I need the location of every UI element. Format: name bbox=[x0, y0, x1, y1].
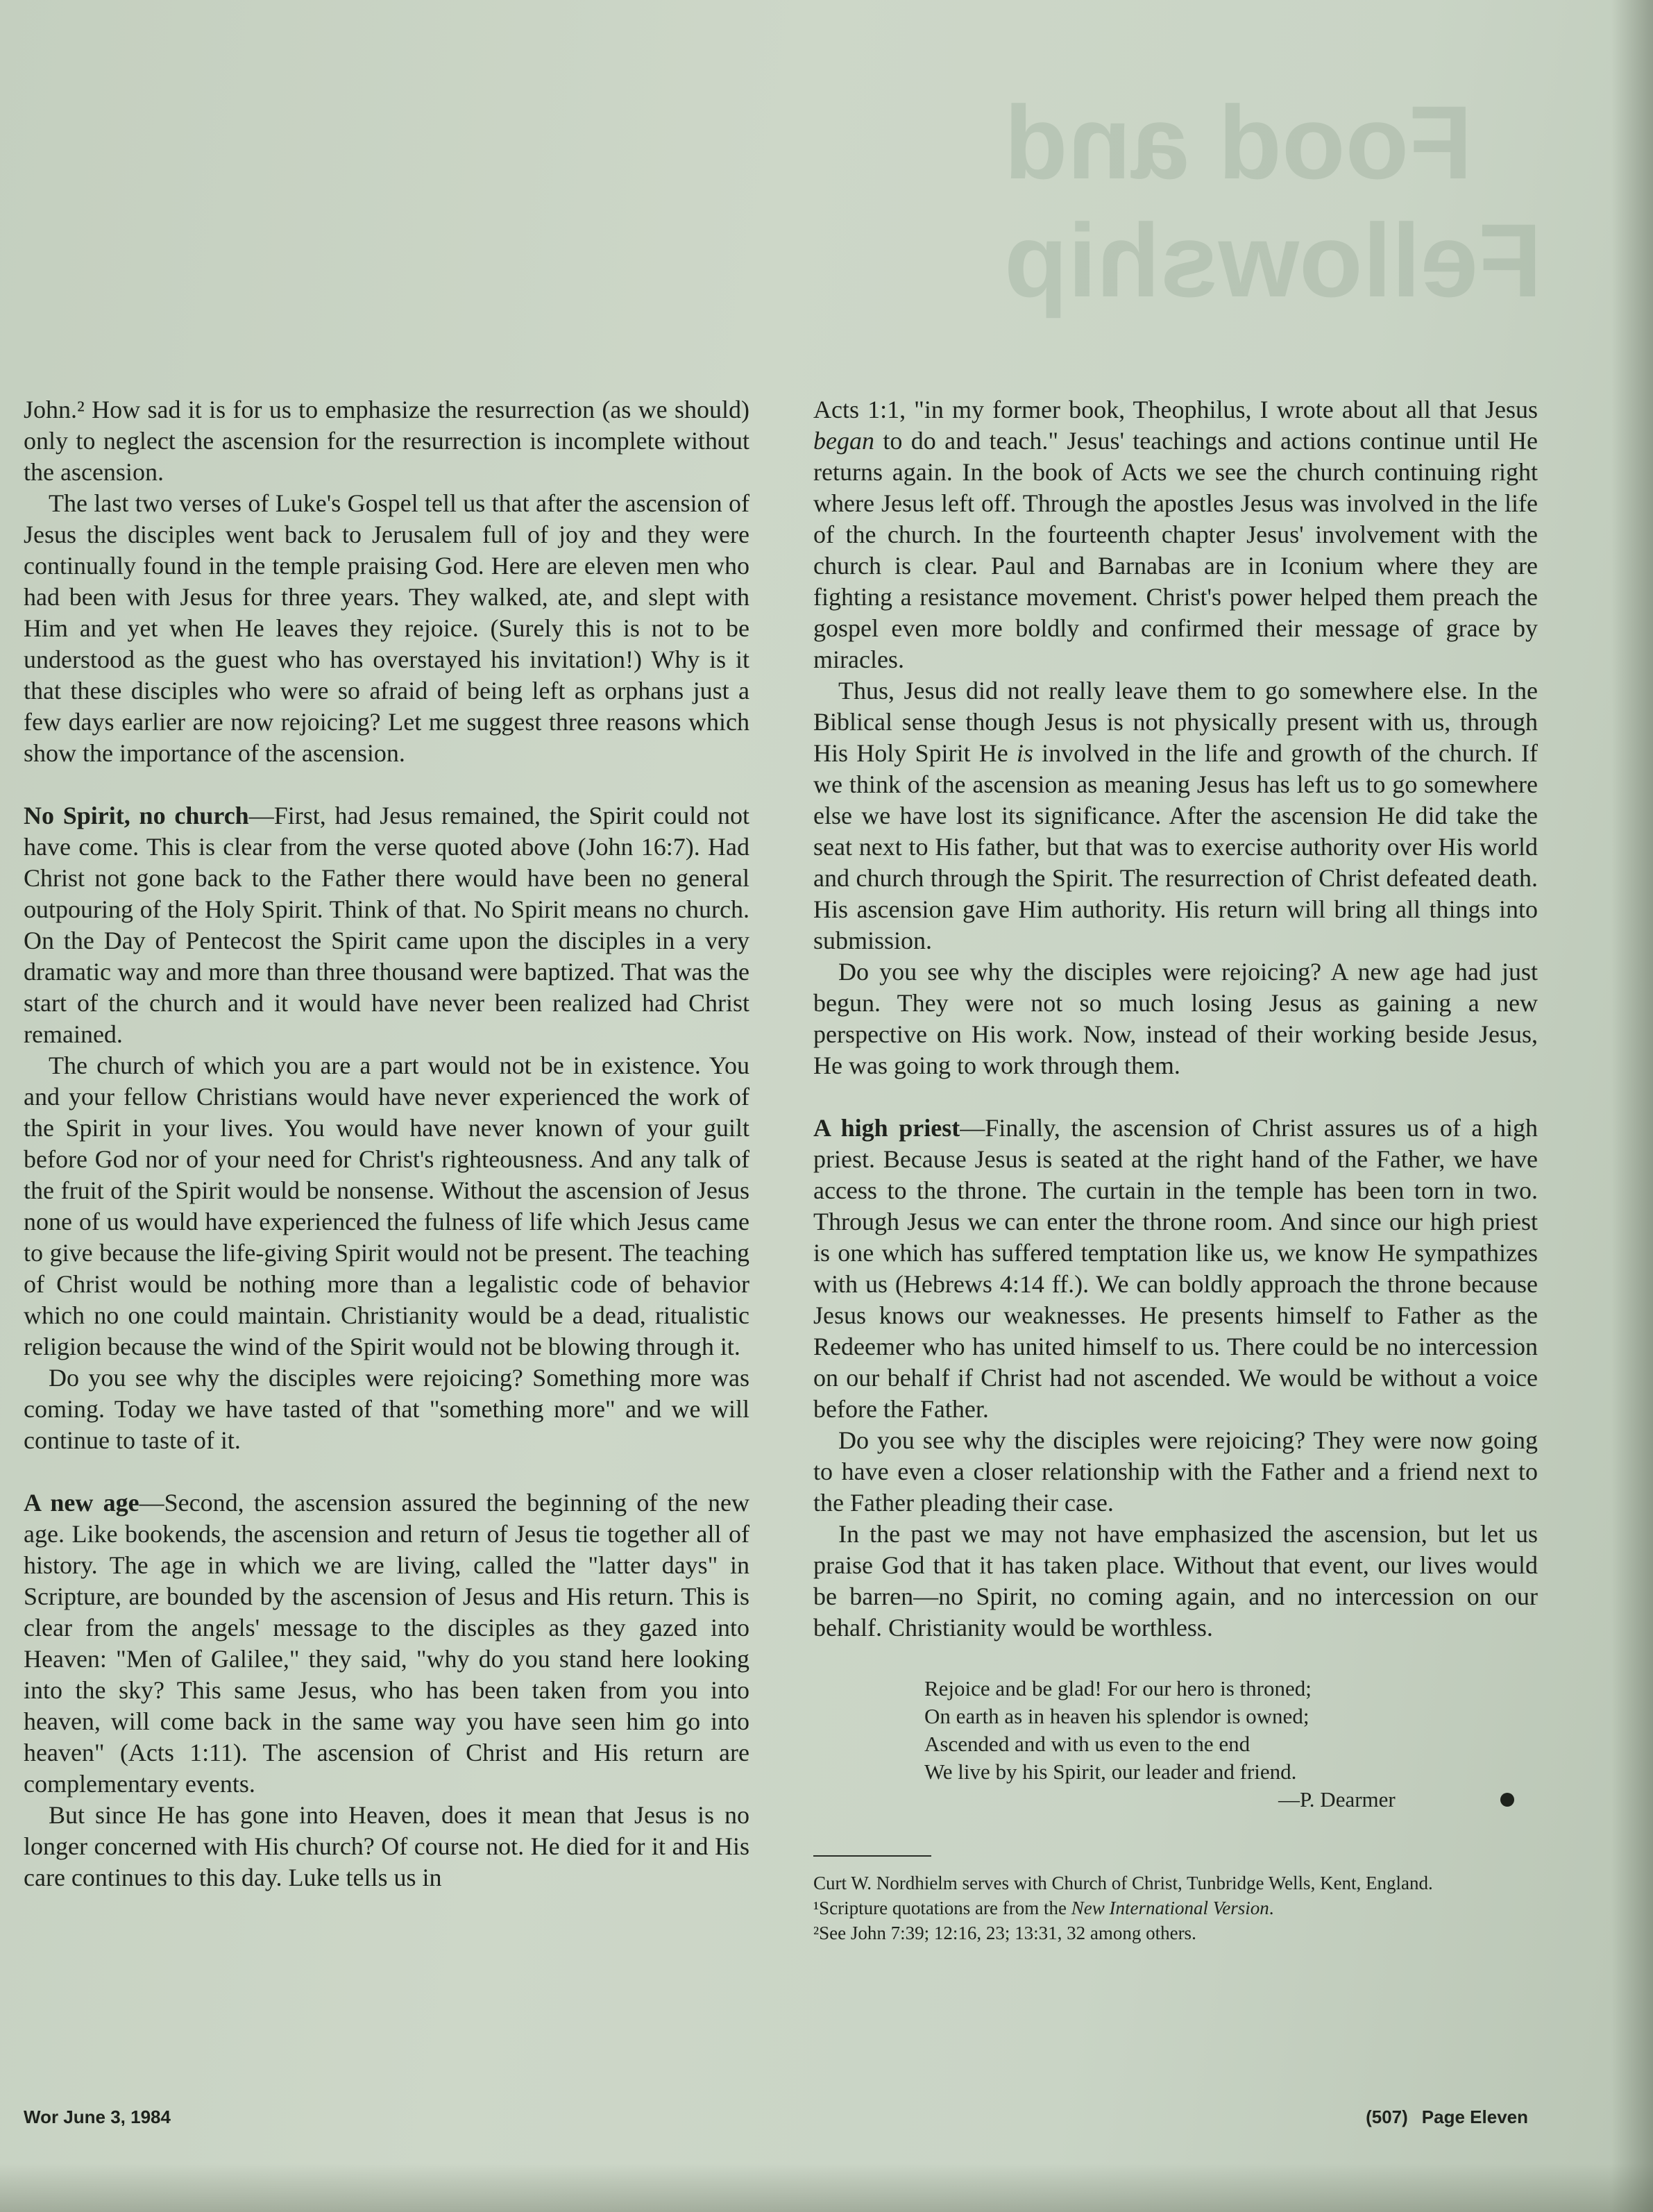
paragraph: Do you see why the disciples were rejoicing? Something more was coming. Today we have tasted of that "something more" and we will continue to taste of it. bbox=[24, 1364, 749, 1454]
hymn-attribution: —P. Dearmer bbox=[1278, 1787, 1396, 1812]
subheading: A high priest bbox=[813, 1114, 960, 1142]
paragraph: But since He has gone into Heaven, does it mean that Jesus is no longer concerned with His church? Of course not. He died for it and His care continues to this day. Luke tells us in bbox=[24, 1801, 749, 1891]
hymn-attribution-row bbox=[1278, 1786, 1514, 1814]
footnote-2: ²See John 7:39; 12:16, 23; 13:31, 32 among others. bbox=[813, 1923, 1196, 1943]
footnote-1: ¹Scripture quotations are from the New International Version. bbox=[813, 1898, 1274, 1918]
page-label: Page Eleven bbox=[1421, 2107, 1528, 2127]
paragraph: Do you see why the disciples were rejoicing? They were now going to have even a closer relationship with the Father and a friend next to the Father pleading their case. bbox=[813, 1426, 1538, 1517]
hymn-line: Rejoice and be glad! For our hero is throned; bbox=[924, 1676, 1312, 1700]
paragraph: Acts 1:1, "in my former book, Theophilus, I wrote about all that Jesus began to do and teach." Jesus' teachings and actions continue until He returns again. In the book of Acts we see the church continuing right where Jesus left off. Through the apostles Jesus was involved in the life of the church. In the fourteenth chapter Jesus' involvement with the church is clear. Paul and Barnabas are in Iconium where they are fighting a resistance movement. Christ's power helped them preach the gospel even more boldly and confirmed their message of grace by miracles. bbox=[813, 396, 1538, 673]
hymn-line: Ascended and with us even to the end bbox=[924, 1732, 1251, 1756]
hymn-line: On earth as in heaven his splendor is owned; bbox=[924, 1704, 1309, 1728]
section-text: —Finally, the ascension of Christ assures us of a high priest. Because Jesus is seated at the right hand of the Father, we have access to the throne. The curtain in the temple has been torn in two. Through Jesus we can enter the throne room. And since our high priest is one which has suffered temptation like us, we know He sympathizes with us (Hebrews 4:14 ff.). We can boldly approach the throne because Jesus knows our weaknesses. He presents himself to Father as the Redeemer who has united himself to us. There could be no intercession on our behalf if Christ had not ascended. We would be without a voice before the Father. bbox=[813, 1114, 1538, 1423]
subheading: A new age bbox=[24, 1489, 139, 1517]
page-edge-shadow bbox=[1611, 0, 1653, 2212]
paragraph: Thus, Jesus did not really leave them to go somewhere else. In the Biblical sense though Jesus is not physically present with us, through His Holy Spirit He is involved in the life and growth of the church. If we think of the ascension as meaning Jesus has left us to go somewhere else we have lost its significance. After the ascension He did take the seat next to His father, but that was to exercise authority over His world and church through the Spirit. The resurrection of Christ defeated death. His ascension gave Him authority. His return will bring all things into submission. bbox=[813, 677, 1538, 954]
paragraph: The last two verses of Luke's Gospel tell us that after the ascension of Jesus the disciples went back to Jerusalem full of joy and they were continually found in the temple praising God. Here are eleven men who had been with Jesus for three years. They walked, ate, and slept with Him and yet when He leaves they rejoice. (Surely this is not to be understood as the guest who has overstayed his invitation!) Why is it that these disciples who were so afraid of being left as orphans just a few days earlier are now rejoicing? Let me suggest three reasons which show the importance of the ascension. bbox=[24, 489, 749, 767]
section-high-priest bbox=[813, 1113, 1538, 1425]
author-bio: Curt W. Nordhielm serves with Church of Christ, Tunbridge Wells, Kent, England. bbox=[813, 1873, 1433, 1893]
section-text: —First, had Jesus remained, the Spirit could not have come. This is clear from the verse quoted above (John 16:7). Had Christ not gone back to the Father there would have been no general outpouring of the Holy Spirit. Think of that. No Spirit means no church. On the Day of Pentecost the Spirit came upon the disciples in a very dramatic way and more than three thousand were baptized. That was the start of the church and it would have never been realized had Christ remained. bbox=[24, 802, 750, 1048]
left-column bbox=[24, 394, 749, 1893]
section-new-age bbox=[24, 1487, 749, 1800]
subheading: No Spirit, no church bbox=[24, 802, 249, 829]
paragraph: The church of which you are a part would not be in existence. You and your fellow Christians would have never experienced the work of the Spirit in your lives. You would have never known of your guilt before God nor of your need for Christ's righteousness. And any talk of the fruit of the Spirit would be nonsense. Without the ascension of Jesus none of us would have experienced the fulness of life which Jesus came to give because the life-giving Spirit would not be present. The teaching of Christ would be nothing more than a legalistic code of behavior which no one could maintain. Christianity would be a dead, ritualistic religion because the wind of the Spirit would not be blowing through it. bbox=[24, 1052, 749, 1360]
paragraph: In the past we may not have emphasized the ascension, but let us praise God that it has taken place. Without that event, our lives would be barren—no Spirit, no coming again, and no intercession on our behalf. Christianity would be worthless. bbox=[813, 1520, 1538, 1641]
paragraph: John.² How sad it is for us to emphasize the resurrection (as we should) only to neglect the ascension for the resurrection is incomplete without the ascension. bbox=[24, 396, 749, 486]
end-bullet-icon bbox=[1500, 1793, 1514, 1807]
footnote-rule bbox=[813, 1855, 931, 1857]
paragraph: Do you see why the disciples were rejoicing? A new age had just begun. They were not so much losing Jesus as gaining a new perspective on His work. Now, instead of their working beside Jesus, He was going to work through them. bbox=[813, 958, 1538, 1079]
right-column bbox=[813, 394, 1538, 1945]
bleed-through-title: Food and Fellowship bbox=[1003, 84, 1542, 319]
section-text: —Second, the ascension assured the beginning of the new age. Like bookends, the ascension and return of Jesus tie together all of history. The age in which we are living, called the "latter days" in Scripture, are bounded by the ascension of Jesus and His return. This is clear from the angels' message to the disciples as they gazed into Heaven: "Men of Galilee," they said, "why do you stand here looking into the sky? This same Jesus, who has been taken from you into heaven, will come back in the same way you have seen him go into heaven" (Acts 1:11). The ascension of Christ and His return are complementary events. bbox=[24, 1489, 749, 1798]
footnotes bbox=[813, 1871, 1538, 1945]
hymn-line: We live by his Spirit, our leader and friend. bbox=[924, 1759, 1297, 1784]
footer-page bbox=[1366, 2107, 1528, 2128]
footer-date: Wor June 3, 1984 bbox=[24, 2107, 171, 2127]
hymn-quote bbox=[924, 1675, 1538, 1814]
section-no-spirit bbox=[24, 800, 749, 1050]
page-bottom-shadow bbox=[0, 2163, 1653, 2212]
page-number: (507) bbox=[1366, 2107, 1408, 2127]
